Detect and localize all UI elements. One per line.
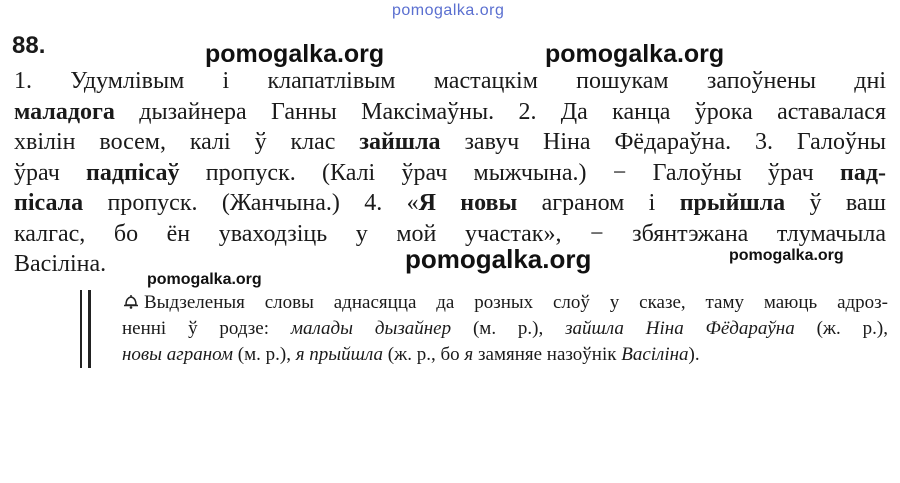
text-fragment: пропуск. (Жанчына.) 4. « xyxy=(83,190,419,216)
watermark-small-left: pomogalka.org xyxy=(147,271,262,288)
text-fragment: ў ваш xyxy=(785,190,887,216)
watermark-right: pomogalka.org xyxy=(545,40,725,68)
bell-icon xyxy=(122,292,140,310)
exercise-number: 88. xyxy=(12,32,46,59)
italic-phrase: Ніна Фёдараўна xyxy=(645,318,795,339)
text-fragment: замяняе назоўнік xyxy=(473,344,622,365)
text-fragment: хвілін восем, калі ў клас xyxy=(14,129,360,155)
text-fragment: (ж. р.), xyxy=(794,318,888,339)
text-line-4 xyxy=(14,158,886,189)
watermark-left: pomogalka.org xyxy=(205,40,385,68)
note-line-3 xyxy=(122,342,888,368)
watermark-small-right: pomogalka.org xyxy=(729,247,844,264)
note-rule xyxy=(80,290,82,368)
highlighted-word: пад- xyxy=(840,159,886,186)
text-fragment: (ж. р., бо xyxy=(383,344,465,365)
answer-note xyxy=(122,290,888,368)
text-fragment: ). xyxy=(688,344,700,365)
highlighted-word: падпісаў xyxy=(86,159,180,186)
text-fragment: (м. р.), xyxy=(451,318,566,339)
italic-phrase: я прыйшла xyxy=(295,344,384,365)
highlighted-word: пісала xyxy=(14,190,84,216)
text-line-5 xyxy=(14,188,886,219)
text-fragment: ўрач xyxy=(14,159,87,186)
italic-phrase: Васіліна xyxy=(621,344,689,365)
watermark-top: pomogalka.org xyxy=(392,2,505,19)
highlighted-word: Я новы xyxy=(418,190,518,216)
note-line-1 xyxy=(122,290,888,316)
text-fragment: малады xyxy=(290,318,353,339)
note-line-2 xyxy=(122,316,888,342)
text-line-2 xyxy=(14,97,886,128)
text-fragment: ненні ў родзе: xyxy=(122,318,291,339)
highlighted-word: маладога xyxy=(14,98,115,125)
text-fragment: Васіліна. xyxy=(14,251,107,277)
text-fragment: дызайнер xyxy=(374,318,452,339)
text-line-1 xyxy=(14,66,886,97)
text-fragment: (м. р.), xyxy=(233,344,296,365)
text-fragment: калгас, бо ён уваходзіць у мой участак», − збянтэжана тлумачыла xyxy=(14,220,886,247)
italic-phrase: новы аграном xyxy=(122,344,234,365)
highlighted-word: прыйшла xyxy=(679,190,786,216)
italic-phrase: зайшла xyxy=(565,318,624,339)
watermark-middle: pomogalka.org xyxy=(405,244,592,274)
italic-phrase xyxy=(291,318,451,339)
text-fragment: аграном і xyxy=(517,190,680,216)
text-fragment: завуч Ніна Фёдараўна. 3. Галоўны xyxy=(440,129,886,155)
text-fragment: дызайнера Ганны Максімаўны. 2. Да канца ўрока аставалася xyxy=(114,98,886,125)
text-line-3 xyxy=(14,127,886,158)
text-fragment: пропуск. (Калі ўрач мыжчына.) − Галоўны ўрач xyxy=(179,159,841,186)
text-fragment: 1. Удумлівым і клапатлівым мастацкім пошукам запоўнены дні xyxy=(14,68,886,94)
text-fragment: Выдзеленыя словы аднасяцца да розных слоў у сказе, таму маюць адроз- xyxy=(144,292,888,313)
italic-phrase: я xyxy=(464,344,474,365)
highlighted-word: зайшла xyxy=(359,129,441,155)
note-rule xyxy=(88,290,91,368)
